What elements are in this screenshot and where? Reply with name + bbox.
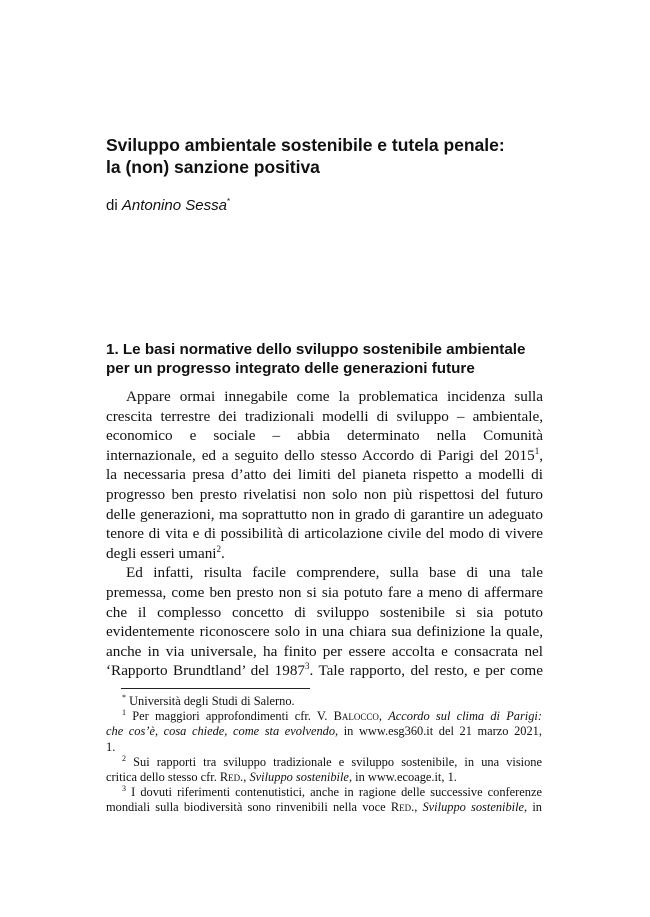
cited-author: Balocco bbox=[333, 709, 379, 724]
body-line-text: ‘Rapporto Brundtland’ del 1987 bbox=[106, 662, 306, 680]
body-line: delle generazioni, ma soprattutto non in grado di garantire un adeguato bbox=[106, 505, 543, 523]
footnote-text: , in bbox=[524, 800, 542, 815]
body-line: progresso ben presto rivelatisi non solo non più rispettosi del futuro bbox=[106, 485, 543, 503]
footnote-1-line bbox=[106, 724, 542, 739]
footnote-3-line: mondiali sulla biodiversità sono rinvenibili nella voce Red., Sviluppo sostenibile, in bbox=[106, 800, 542, 815]
body-line bbox=[106, 446, 543, 466]
footnote-text: mondiali sulla biodiversità sono rinvenibili nella voce bbox=[106, 800, 386, 815]
article-title-line-2: la (non) sanzione positiva bbox=[106, 157, 320, 177]
body-line: che il complesso concetto di sviluppo sostenibile si sia potuto bbox=[106, 603, 543, 621]
body-line: Appare ormai innegabile come la problematica incidenza sulla bbox=[126, 388, 543, 405]
cited-title: Accordo sul clima di Parigi: bbox=[388, 709, 542, 724]
body-line-end: , bbox=[539, 446, 543, 464]
body-line: Ed infatti, risulta facile comprendere, sulla base di una tale bbox=[126, 564, 543, 582]
footnote-mark: 1 bbox=[122, 709, 126, 718]
body-line: tenore di vita e di possibilità di articolazione civile del modo di vivere bbox=[106, 525, 543, 543]
footnote-ref-1: 1 bbox=[534, 445, 540, 456]
body-line: crescita terrestre dei tradizionali modelli di sviluppo – ambientale, bbox=[106, 407, 543, 425]
footnote-2-line: critica dello stesso cfr. Red., Sviluppo sostenibile, in www.ecoage.it, 1. bbox=[106, 769, 457, 784]
body-line: anche in via universale, ha finito per essere accolta e consacrata nel bbox=[106, 642, 543, 660]
body-line bbox=[106, 661, 543, 681]
cited-title: Sviluppo sostenibile bbox=[249, 769, 349, 784]
article-title-line-1: Sviluppo ambientale sostenibile e tutela penale: bbox=[106, 135, 505, 155]
author-byline bbox=[106, 197, 230, 214]
footnote-text: Sui rapporti tra sviluppo tradizionale e sviluppo sostenibile, in una visione bbox=[133, 754, 542, 769]
article-title bbox=[106, 134, 546, 178]
body-line bbox=[106, 544, 543, 564]
section-heading-line-2: per un progresso integrato delle generazioni future bbox=[106, 360, 475, 377]
footnote-text: , in www.esg360.it del 21 marzo 2021, bbox=[335, 724, 542, 739]
author-footnote-mark: * bbox=[226, 197, 231, 206]
cited-title: che cos’è, cosa chiede, come sta evolvendo bbox=[106, 724, 336, 739]
footnote-separator bbox=[121, 688, 310, 689]
footnote-text: Per maggiori approfondimenti cfr. V. bbox=[132, 709, 328, 724]
footnote-1-line: $^1$ Per maggiori approfondimenti cfr. V. Balocco, Accordo sul clima di Parigi: bbox=[122, 709, 542, 724]
footnote-2-line bbox=[106, 755, 542, 770]
body-text bbox=[106, 387, 543, 681]
body-line-text: degli esseri umani bbox=[106, 544, 217, 562]
author-prefix: di bbox=[106, 197, 118, 214]
cited-author: Red. bbox=[219, 769, 244, 784]
footnote-ref-2: 2 bbox=[216, 543, 222, 554]
body-line-text: internazionale, ed a seguito dello stesso Accordo di Parigi del 2015 bbox=[106, 446, 535, 464]
footnote-mark: 3 bbox=[122, 785, 126, 793]
footnote-ref-3: 3 bbox=[305, 661, 310, 672]
footnote-mark: * bbox=[122, 694, 126, 702]
footnote-text: I dovuti riferimenti contenutistici, anche in ragione delle successive conferenze bbox=[131, 785, 542, 800]
footnote-mark: 2 bbox=[122, 754, 126, 763]
footnote-1-line: 1. bbox=[106, 739, 116, 754]
footnote-text: Università degli Studi di Salerno. bbox=[129, 694, 295, 708]
footnote-affiliation bbox=[106, 694, 542, 709]
body-line-end: . bbox=[221, 544, 225, 562]
author-name: Antonino Sessa bbox=[121, 197, 227, 214]
cited-author: Red. bbox=[390, 800, 415, 815]
body-line: evidentemente riconoscere solo in una chiara sua definizione la quale, bbox=[106, 623, 543, 641]
footnotes bbox=[106, 694, 542, 816]
footnote-text: , in www.ecoage.it, 1. bbox=[348, 769, 457, 784]
section-heading bbox=[106, 340, 546, 378]
body-line: la necessaria presa d’atto dei limiti del pianeta rispetto a modelli di bbox=[106, 466, 543, 484]
footnote-text: critica dello stesso cfr. bbox=[106, 769, 217, 784]
body-line: premessa, come ben presto non si sia potuto fare a meno di affermare bbox=[106, 583, 543, 601]
footnote-3-line bbox=[106, 785, 542, 800]
cited-title: Sviluppo sostenibile bbox=[422, 800, 525, 815]
body-line: economico e sociale – abbia determinato nella Comunità bbox=[106, 427, 543, 445]
body-line-end: . Tale rapporto, del resto, e per come bbox=[309, 662, 543, 680]
section-heading-line-1: 1. Le basi normative dello sviluppo sostenibile ambientale bbox=[106, 341, 526, 358]
